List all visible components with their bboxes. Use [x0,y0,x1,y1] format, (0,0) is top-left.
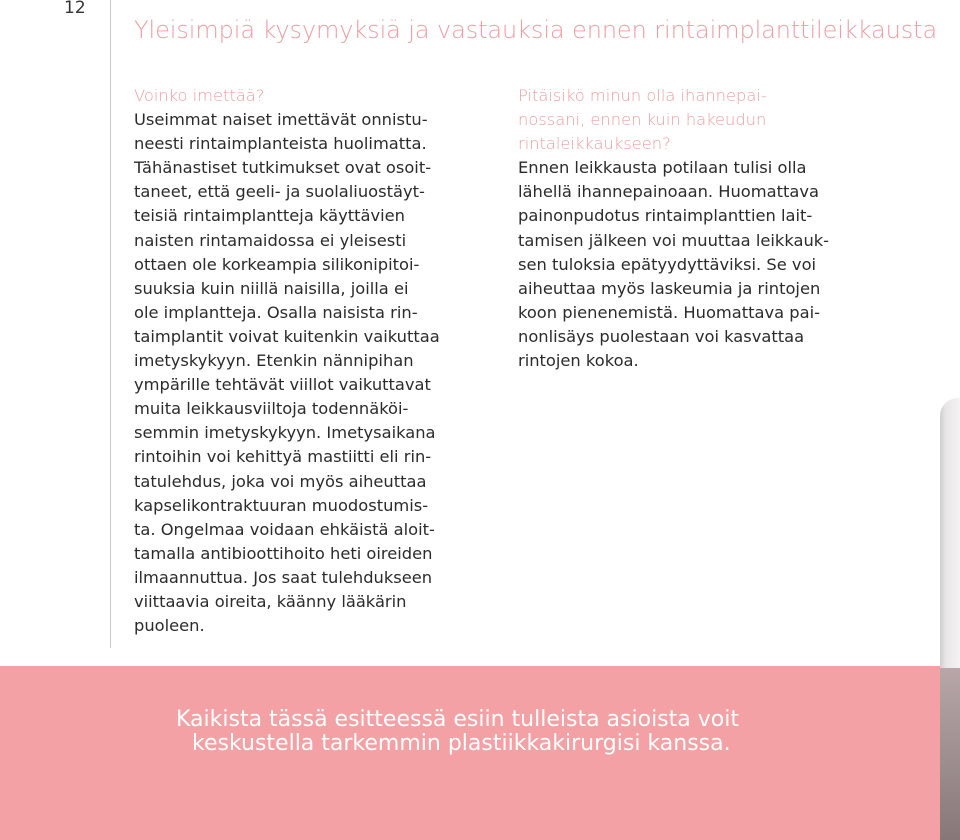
answer-line: Useimmat naiset imettävät onnistu- [134,110,428,130]
right-column [518,84,854,373]
answer-line: ympärille tehtävät viillot vaikuttavat [134,375,431,395]
question-ideal-weight: Pitäisikö minun olla ihannepai- [518,86,767,105]
banner-line: Kaikista tässä esitteessä esiin tulleista asioista voit [176,707,739,732]
answer-line: lähellä ihannepainoaan. Huomattava [518,182,819,202]
question-ideal-weight: rintaleikkaukseen? [518,134,671,154]
answer-line: semmin imetyskykyyn. Imetysaikana [134,423,436,443]
answer-line: ilmaannuttua. Jos saat tulehdukseen [134,567,433,587]
answer-line: nonlisäys puolestaan voi kasvattaa [518,326,805,346]
answer-line: painonpudotus rintaimplanttien lait- [518,206,813,226]
answer-line: imetyskykyyn. Etenkin nännipihan [134,351,414,371]
answer-line: tatulehdus, joka voi myös aiheuttaa [134,471,427,491]
banner-line: keskustella tarkemmin plastiikkakirurgisi kanssa. [192,731,731,756]
answer-line: teisiä rintaimplantteja käyttävien [134,206,405,226]
answer-line: tamalla antibioottihoito heti oireiden [134,543,433,563]
photo-edge [940,398,960,668]
answer-line: koon pienenemistä. Huomattava pai- [518,302,820,322]
photo-edge-lower [940,668,960,840]
answer-line: rintojen kokoa. [518,351,639,371]
answer-line: tamisen jälkeen voi muuttaa leikkauk- [518,230,830,250]
answer-line: rintoihin voi kehittyä mastiitti eli rin- [134,447,432,467]
answer-line: Tähänastiset tutkimukset ovat osoit- [134,158,432,178]
question-ideal-weight: nossani, ennen kuin hakeudun [518,110,767,130]
left-column [134,84,466,638]
answer-line: Ennen leikkausta potilaan tulisi olla [518,158,807,178]
answer-line: ta. Ongelmaa voidaan ehkäistä aloit- [134,519,435,539]
answer-line: muita leikkausviiltoja todennäköi- [134,399,409,419]
answer-line: suuksia kuin niillä naisilla, joilla ei [134,278,409,298]
margin-divider [110,0,111,648]
page-title: Yleisimpiä kysymyksiä ja vastauksia ennen rintaimplanttileikkausta [134,16,938,44]
answer-line: puoleen. [134,616,205,636]
banner-text [176,708,876,756]
answer-line: ole implantteja. Osalla naisista rin- [134,302,418,322]
answer-line: taneet, että geeli- ja suolaliuostäyt- [134,182,425,202]
answer-line: viittaavia oireita, käänny lääkärin [134,591,407,611]
answer-line: neesti rintaimplanteista huolimatta. [134,134,427,154]
page-number: 12 [64,0,86,18]
answer-line: kapselikontraktuuran muodostumis- [134,495,429,515]
answer-line: sen tuloksia epätyydyttäviksi. Se voi [518,254,817,274]
question-breastfeeding: Voinko imettää? [134,86,265,105]
answer-line: aiheuttaa myös laskeumia ja rintojen [518,278,821,298]
answer-line: taimplantit voivat kuitenkin vaikuttaa [134,326,440,346]
answer-line: naisten rintamaidossa ei yleisesti [134,230,407,250]
answer-line: ottaen ole korkeampia silikonipitoi- [134,254,420,274]
